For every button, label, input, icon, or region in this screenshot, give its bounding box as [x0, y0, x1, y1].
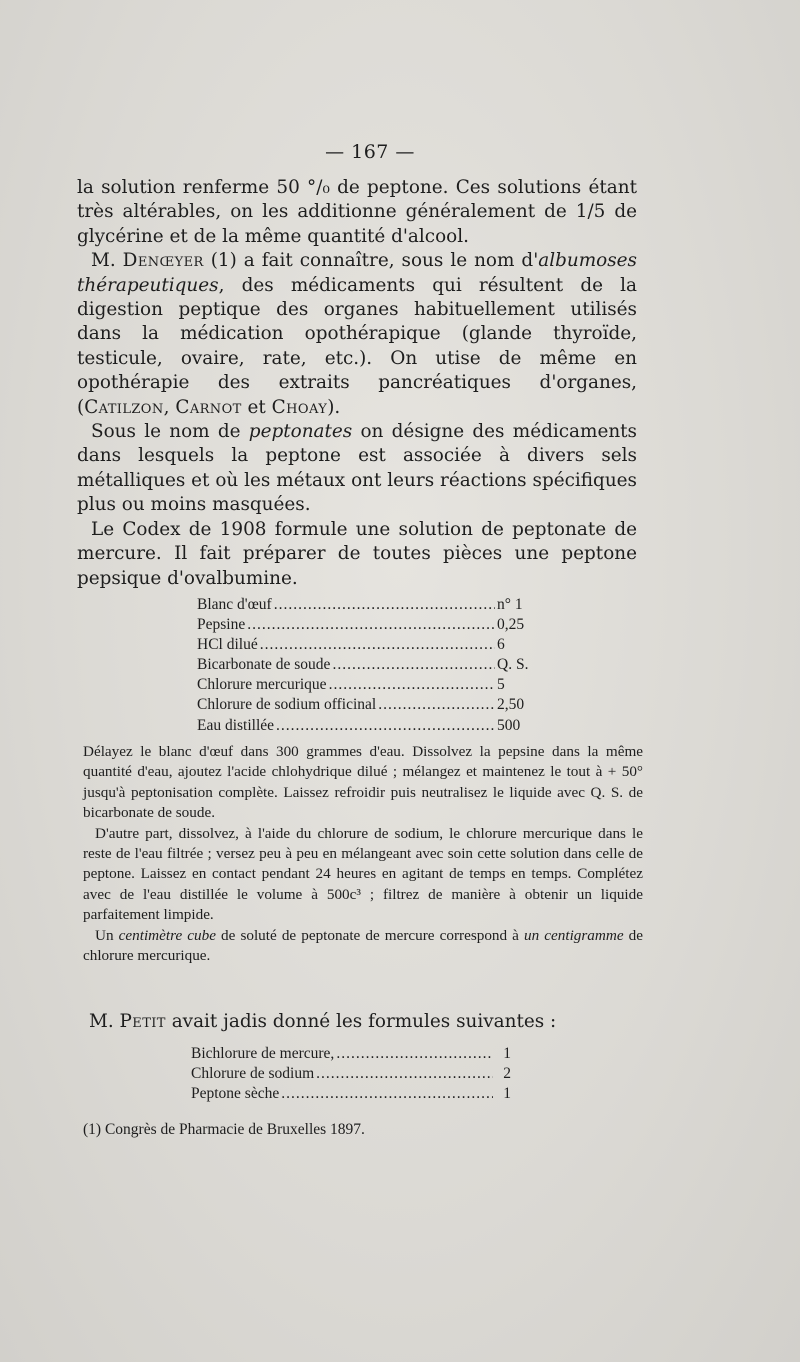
text-fragment: (1) a fait connaître, sous le nom d': [203, 250, 539, 272]
recipe-row: [197, 675, 557, 695]
ingredient-quantity: Q. S.: [497, 656, 529, 674]
text-fragment: ,: [163, 396, 176, 418]
author-name: Catilzon: [84, 396, 164, 418]
ingredient-name: Chlorure mercurique: [197, 676, 327, 694]
paragraph-2: [77, 249, 637, 420]
ingredient-quantity: 1: [503, 1045, 511, 1062]
preparation-instructions: [83, 742, 643, 966]
ingredient-name: Chlorure de sodium officinal: [197, 696, 377, 714]
instruction-paragraph-2: D'autre part, dissolvez, à l'aide du chlorure de sodium, le chlorure mercurique dans le reste de l'eau filtrée ; versez peu à peu en mélangeant avec soin cette solution dans celle de peptone. Laissez en contact pendant 24 heures en agitant de temps en temps. Complétez avec de l'eau distillée le volume à 500c³ ; filtrez de manière à obtenir un liquide parfaitement limpide.: [83, 824, 643, 924]
recipe-row: [197, 595, 557, 615]
paragraph-1: la solution renferme 50 °/₀ de peptone. Ces solutions étant très altérables, on les additionne généralement de 1/5 de glycérine et de la même quantité d'alcool.: [77, 177, 637, 247]
text-fragment: ).: [327, 396, 341, 418]
instruction-paragraph-1: Délayez le blanc d'œuf dans 300 grammes d'eau. Dissolvez la pepsine dans la même quantité d'eau, ajoutez l'acide chlohydrique dilué ; mélangez et maintenez le tout à + 50° jusqu'à peptonisation complète. Laissez refroidir puis neutralisez le liquide avec Q. S. de bicarbonate de soude.: [83, 743, 643, 822]
ingredient-quantity: 500: [497, 716, 521, 734]
ingredient-name: Eau distillée: [197, 716, 275, 734]
text-fragment: Sous le nom de: [91, 421, 249, 443]
emphasis: albumoses thérapeutiques: [77, 250, 637, 296]
ingredient-name: Chlorure de sodium: [191, 1065, 315, 1083]
text-fragment: on désigne des médicaments dans lesquels la peptone est associée à divers sels métalliques et où les métaux ont leurs réactions spécifiques plus ou moins masquées.: [77, 421, 637, 516]
instruction-paragraph-3: [83, 926, 643, 967]
emphasis: peptonates: [248, 421, 353, 443]
author-name: Denœyer: [122, 250, 204, 272]
leader-dots: [247, 615, 495, 635]
recipe-row: [197, 716, 557, 736]
recipe-list-petit: [191, 1044, 511, 1104]
emphasis: centimètre cube: [118, 926, 216, 944]
ingredient-name: Bicarbonate de soude: [197, 656, 331, 674]
ingredient-quantity: 2: [503, 1065, 511, 1083]
ingredient-quantity: 2,50: [497, 696, 525, 714]
leader-dots: [276, 716, 495, 736]
text-fragment: de chlorure mercurique.: [83, 926, 644, 965]
ingredient-name: Bichlorure de mercure,: [191, 1045, 335, 1062]
recipe-row: [191, 1044, 511, 1064]
text-fragment: , des médicaments qui résultent de la digestion peptique des organes habituellement utilisés dans la médication opothérapique (glande thyroïde, testicule, ovaire, rate, etc.). On utise de même en opothérapie des extraits pancréatiques d'organes, (: [77, 274, 637, 418]
ingredient-quantity: 1: [503, 1085, 511, 1103]
petit-heading: [89, 1010, 649, 1034]
recipe-row: [197, 615, 557, 635]
text-fragment: avait jadis donné les formules suivantes :: [165, 1011, 557, 1032]
leader-dots: [281, 1084, 493, 1104]
leader-dots: [274, 595, 495, 615]
text-fragment: Un: [95, 926, 119, 944]
text-fragment: et: [241, 396, 272, 418]
text-fragment: de soluté de peptonate de mercure correspond à: [215, 926, 525, 944]
text-fragment: M.: [89, 1011, 120, 1032]
leader-dots: [336, 1044, 493, 1064]
leader-dots: [378, 695, 495, 715]
recipe-row: [191, 1064, 511, 1084]
text-fragment: M.: [91, 250, 123, 272]
page-number: — 167 —: [325, 141, 415, 163]
recipe-row: [197, 695, 557, 715]
paragraph-3: [77, 420, 637, 518]
ingredient-name: HCl dilué: [197, 636, 258, 654]
ingredient-name: Peptone sèche: [191, 1085, 280, 1103]
main-text: [77, 176, 637, 591]
ingredient-name: Pepsine: [197, 616, 246, 634]
leader-dots: [260, 635, 495, 655]
ingredient-quantity: 0,25: [497, 616, 525, 634]
recipe-row: [197, 635, 557, 655]
leader-dots: [316, 1064, 493, 1084]
ingredient-quantity: 6: [497, 636, 505, 654]
author-name: Carnot: [175, 396, 242, 418]
recipe-list-codex: [197, 595, 557, 736]
author-name: Petit: [119, 1011, 166, 1032]
recipe-row: [197, 655, 557, 675]
ingredient-quantity: n° 1: [497, 596, 523, 613]
leader-dots: [329, 675, 495, 695]
recipe-row: [191, 1084, 511, 1104]
ingredient-name: Blanc d'œuf: [197, 596, 272, 613]
emphasis: un centigramme: [524, 926, 624, 944]
footnote: (1) Congrès de Pharmacie de Bruxelles 1897.: [83, 1121, 365, 1138]
paragraph-4: Le Codex de 1908 formule une solution de peptonate de mercure. Il fait préparer de toutes pièces une peptone pepsique d'ovalbumine.: [77, 518, 637, 589]
author-name: Choay: [271, 396, 328, 418]
ingredient-quantity: 5: [497, 676, 505, 694]
leader-dots: [332, 655, 495, 675]
